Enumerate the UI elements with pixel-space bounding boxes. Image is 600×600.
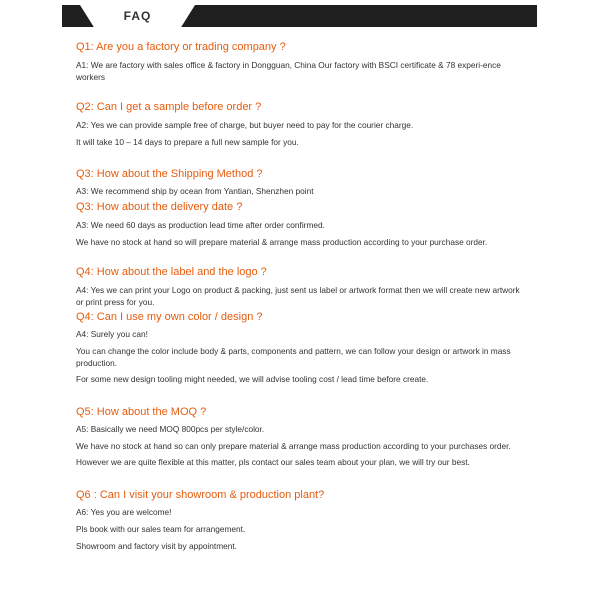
faq-answer-line: A2: Yes we can provide sample free of charge, but buyer need to pay for the courier charge. bbox=[76, 120, 414, 130]
faq-answer-line: Showroom and factory visit by appointment. bbox=[76, 541, 237, 551]
faq-answer-line: A3: We recommend ship by ocean from Yantian, Shenzhen point bbox=[76, 186, 314, 196]
faq-question: Q4: How about the label and the logo ? bbox=[76, 266, 267, 278]
faq-question: Q2: Can I get a sample before order ? bbox=[76, 101, 262, 113]
faq-answer-line: A1: We are factory with sales office & factory in Dongguan, China Our factory with BSCI certificate & 78 experi-ence workers bbox=[76, 60, 501, 82]
faq-answer-line: A3: We need 60 days as production lead time after order confirmed. bbox=[76, 220, 325, 230]
faq-question: Q5: How about the MOQ ? bbox=[76, 406, 207, 418]
faq-answer-line: Pls book with our sales team for arrangement. bbox=[76, 524, 246, 534]
faq-answer-line: You can change the color include body & parts, components and pattern, we can follow your design or artwork in mass production. bbox=[76, 346, 511, 368]
faq-answer-line: A5: Basically we need MOQ 800pcs per style/color. bbox=[76, 424, 265, 434]
faq-question: Q4: Can I use my own color / design ? bbox=[76, 311, 263, 323]
faq-question: Q1: Are you a factory or trading company ? bbox=[76, 41, 286, 53]
faq-answer-line: A4: Surely you can! bbox=[76, 329, 148, 339]
faq-answer-line: We have no stock at hand so can only prepare material & arrange mass production according to your purchases order. bbox=[76, 441, 511, 451]
faq-question: Q6 : Can I visit your showroom & production plant? bbox=[76, 489, 325, 501]
faq-answer-line: We have no stock at hand so will prepare material & arrange mass production according to your purchase order. bbox=[76, 237, 488, 247]
faq-answer-line: For some new design tooling might needed, we will advise tooling cost / lead time before create. bbox=[76, 374, 429, 384]
faq-answer-line: It will take 10 – 14 days to prepare a full new sample for you. bbox=[76, 137, 299, 147]
faq-content bbox=[76, 40, 526, 552]
faq-question: Q3: How about the delivery date ? bbox=[76, 201, 243, 213]
faq-answer-line: A6: Yes you are welcome! bbox=[76, 507, 172, 517]
faq-header-title: FAQ bbox=[123, 9, 152, 23]
faq-question: Q3: How about the Shipping Method ? bbox=[76, 168, 263, 180]
faq-answer-line: A4: Yes we can print your Logo on product & packing, just sent us label or artwork format then we will create new artwork or print press for you. bbox=[76, 285, 520, 307]
faq-answer-line: However we are quite flexible at this matter, pls contact our sales team about your plan, we will try our best. bbox=[76, 457, 470, 467]
